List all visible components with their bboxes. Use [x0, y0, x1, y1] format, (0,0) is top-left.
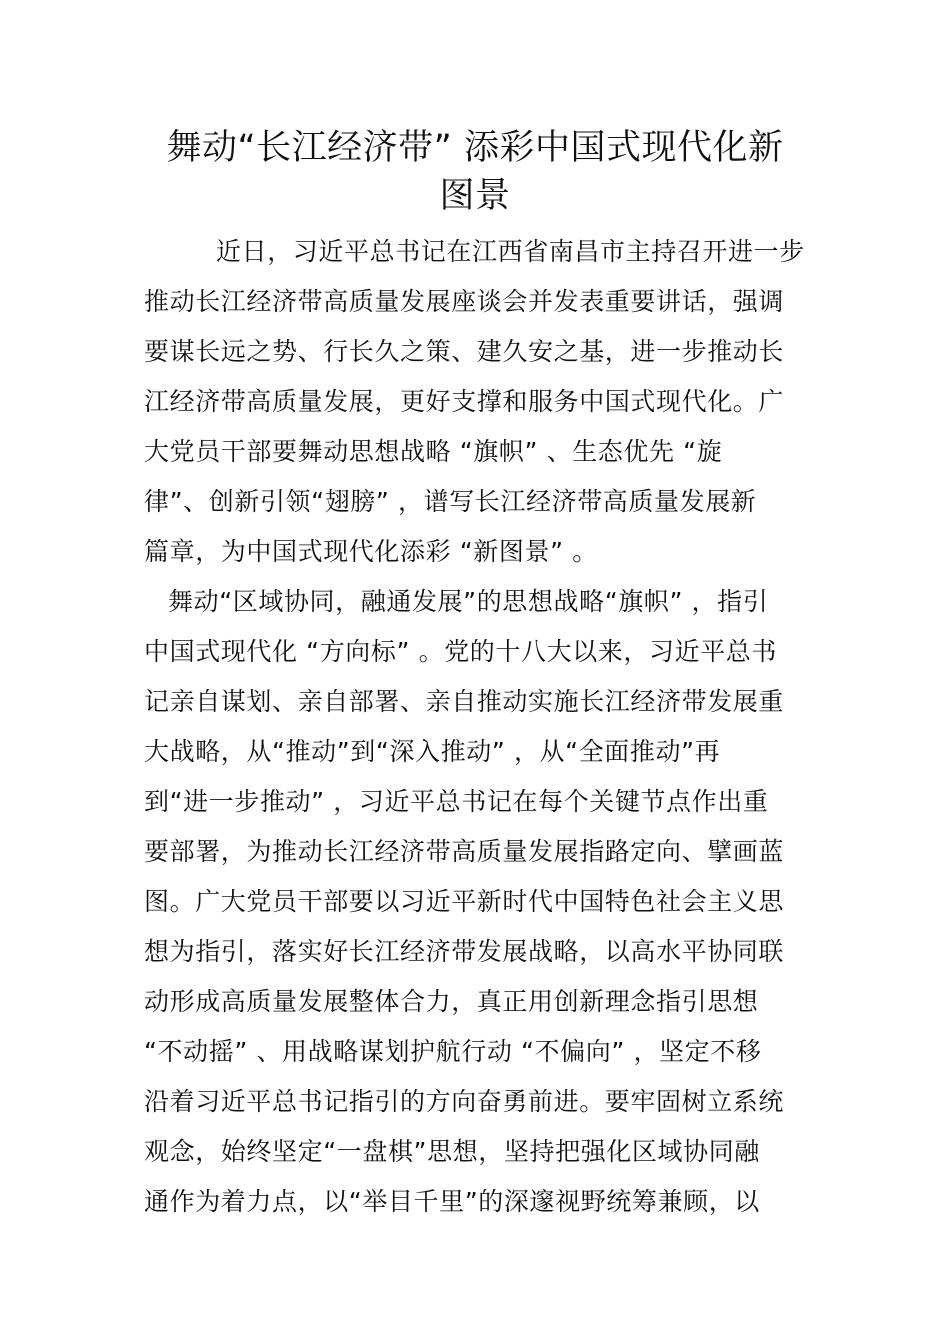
text-line: 律”、创新引领“翅膀” ，谱写长江经济带高质量发展新: [144, 487, 757, 516]
text-line: 记亲自谋划、亲自部署、亲自推动实施长江经济带发展重: [144, 687, 785, 716]
text-line: 推动长江经济带高质量发展座谈会并发表重要讲话，强调: [144, 287, 785, 316]
document-title: [130, 124, 820, 220]
text-line: 观念，始终坚定“一盘棋”思想，坚持把强化区域协同融: [144, 1137, 760, 1166]
text-line: 舞动“区域协同，融通发展”的思想战略“旗帜” ，指引: [168, 587, 769, 616]
text-line: 江经济带高质量发展，更好支撑和服务中国式现代化。广: [144, 387, 785, 416]
text-line: 大战略，从“推动”到“深入推动” ，从“全面推动”再: [144, 737, 721, 766]
paragraph-1: [144, 227, 814, 577]
text-line: 近日，习近平总书记在江西省南昌市主持召开进一步: [216, 237, 805, 266]
text-line: 沿着习近平总书记指引的方向奋勇前进。要牢固树立系统: [144, 1087, 785, 1116]
paragraph-2: [144, 577, 814, 1227]
text-line: 到“进一步推动” ，习近平总书记在每个关键节点作出重: [144, 787, 769, 816]
title-line: 舞动“长江经济带” 添彩中国式现代化新: [166, 128, 784, 168]
text-line: “不动摇” 、用战略谋划护航行动 “不偏向” ，坚定不移: [144, 1037, 762, 1066]
text-line: 通作为着力点，以“举目千里”的深邃视野统筹兼顾，以: [144, 1187, 760, 1216]
text-line: 要谋长远之势、行长久之策、建久安之基，进一步推动长: [144, 337, 785, 366]
text-line: 要部署，为推动长江经济带高质量发展指路定向、擘画蓝: [144, 837, 785, 866]
text-line: 大党员干部要舞动思想战略 “旗帜” 、生态优先 “旋: [144, 437, 723, 466]
text-line: 动形成高质量发展整体合力，真正用创新理念指引思想: [144, 987, 759, 1016]
text-line: 想为指引，落实好长江经济带发展战略，以高水平协同联: [144, 937, 785, 966]
title-line: 图景: [439, 176, 511, 216]
text-line: 中国式现代化 “方向标” 。党的十八大以来，习近平总书: [144, 637, 777, 666]
text-line: 图。广大党员干部要以习近平新时代中国特色社会主义思: [144, 887, 785, 916]
text-line: 篇章，为中国式现代化添彩 “新图景” 。: [144, 537, 598, 566]
document-body: [144, 227, 814, 1227]
